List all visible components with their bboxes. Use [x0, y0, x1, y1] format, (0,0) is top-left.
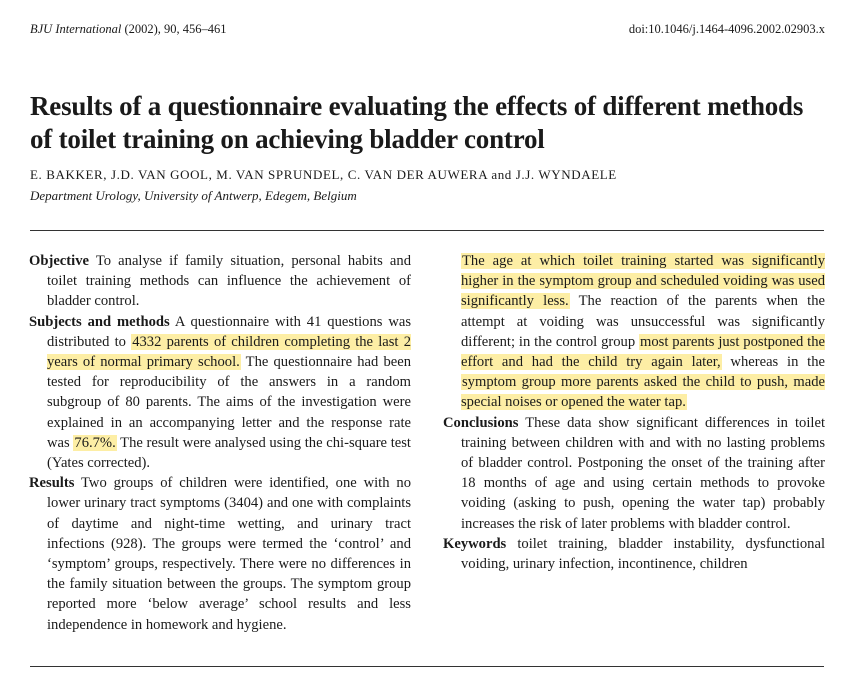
- citation: [30, 22, 227, 37]
- results-text-2: The reaction of the parents when the attempt at voiding was unsuccessful was significantly different; in the control group: [461, 293, 825, 350]
- keywords-section: [443, 534, 825, 574]
- methods-highlight-2: 76.7%.: [74, 434, 116, 451]
- methods-text-1: A questionnaire with 41 questions was distributed to: [47, 313, 412, 350]
- methods-label: Subjects and methods: [29, 313, 170, 330]
- methods-text-3: The result were analysed using the chi-square test (Yates corrected).: [47, 434, 411, 472]
- results-text-1: Two groups of children were identified, one with no lower urinary tract symptoms (3404) and one with complaints of daytime and night-time wetting, and urinary tract infections (928). The groups were termed the ‘control’ and ‘symptom’ groups, respectively. There were no differences in the family situation between the groups. The symptom group reported more ‘below average’ school results and less independence in homework and hygiene.: [47, 475, 412, 633]
- bottom-divider: [30, 666, 824, 667]
- results-highlight-2: most parents just postponed the effort and had the child try again later,: [461, 333, 826, 371]
- paper-title: Results of a questionnaire evaluating the effects of different methods of toilet training on achieving bladder control: [30, 91, 804, 154]
- top-divider: [30, 230, 824, 231]
- abstract-column-left: [29, 251, 411, 635]
- conclusions-label: Conclusions: [443, 414, 519, 431]
- results-text-3: whereas in the: [730, 354, 825, 371]
- results-label: Results: [29, 475, 75, 492]
- results-highlight-3: symptom group more parents asked the child to push, made special noises or opened the water tap.: [461, 374, 825, 411]
- affiliation: Department Urology, University of Antwerp, Edegem, Belgium: [30, 188, 357, 203]
- results-section: [29, 473, 411, 635]
- conclusions-section: [443, 413, 825, 534]
- journal-name: BJU International: [30, 22, 122, 36]
- keywords-label: Keywords: [443, 535, 507, 552]
- author-list: E. BAKKER, J.D. VAN GOOL, M. VAN SPRUNDEL, C. VAN DER AUWERA and J.J. WYNDAELE: [30, 167, 617, 182]
- objective-text: To analyse if family situation, personal habits and toilet training methods can influence the achievement of bladder control.: [47, 253, 411, 310]
- objective-label: Objective: [29, 253, 89, 269]
- doi[interactable]: doi:10.1046/j.1464-4096.2002.02903.x: [628, 22, 825, 36]
- methods-text-2: The questionnaire had been tested for reproducibility of the answers in a random subgroup of 80 parents. The aims of the investigation were explained in an accompanying letter and the response rate was: [47, 354, 411, 451]
- results-highlight-1: The age at which toilet training started was significantly higher in the symptom group and scheduled voiding was used significantly less.: [461, 253, 825, 310]
- keywords-text: toilet training, bladder instability, dysfunctional voiding, urinary infection, incontinence, children: [461, 535, 825, 573]
- methods-section: [29, 312, 411, 474]
- methods-highlight-1: 4332 parents of children completing the last 2 years of normal primary school.: [47, 333, 411, 371]
- citation-details: (2002), 90, 456–461: [124, 22, 227, 36]
- conclusions-text: These data show significant differences in toilet training between children with and with no lasting problems of bladder control. Postponing the onset of the training after 18 months of age and using certain methods to provoke voiding (asking to push, opening the water tap) probably increases the risk of later problems with bladder control.: [461, 414, 825, 532]
- objective-section: [29, 251, 411, 312]
- results-continued: [443, 251, 825, 413]
- abstract-column-right: [443, 251, 825, 574]
